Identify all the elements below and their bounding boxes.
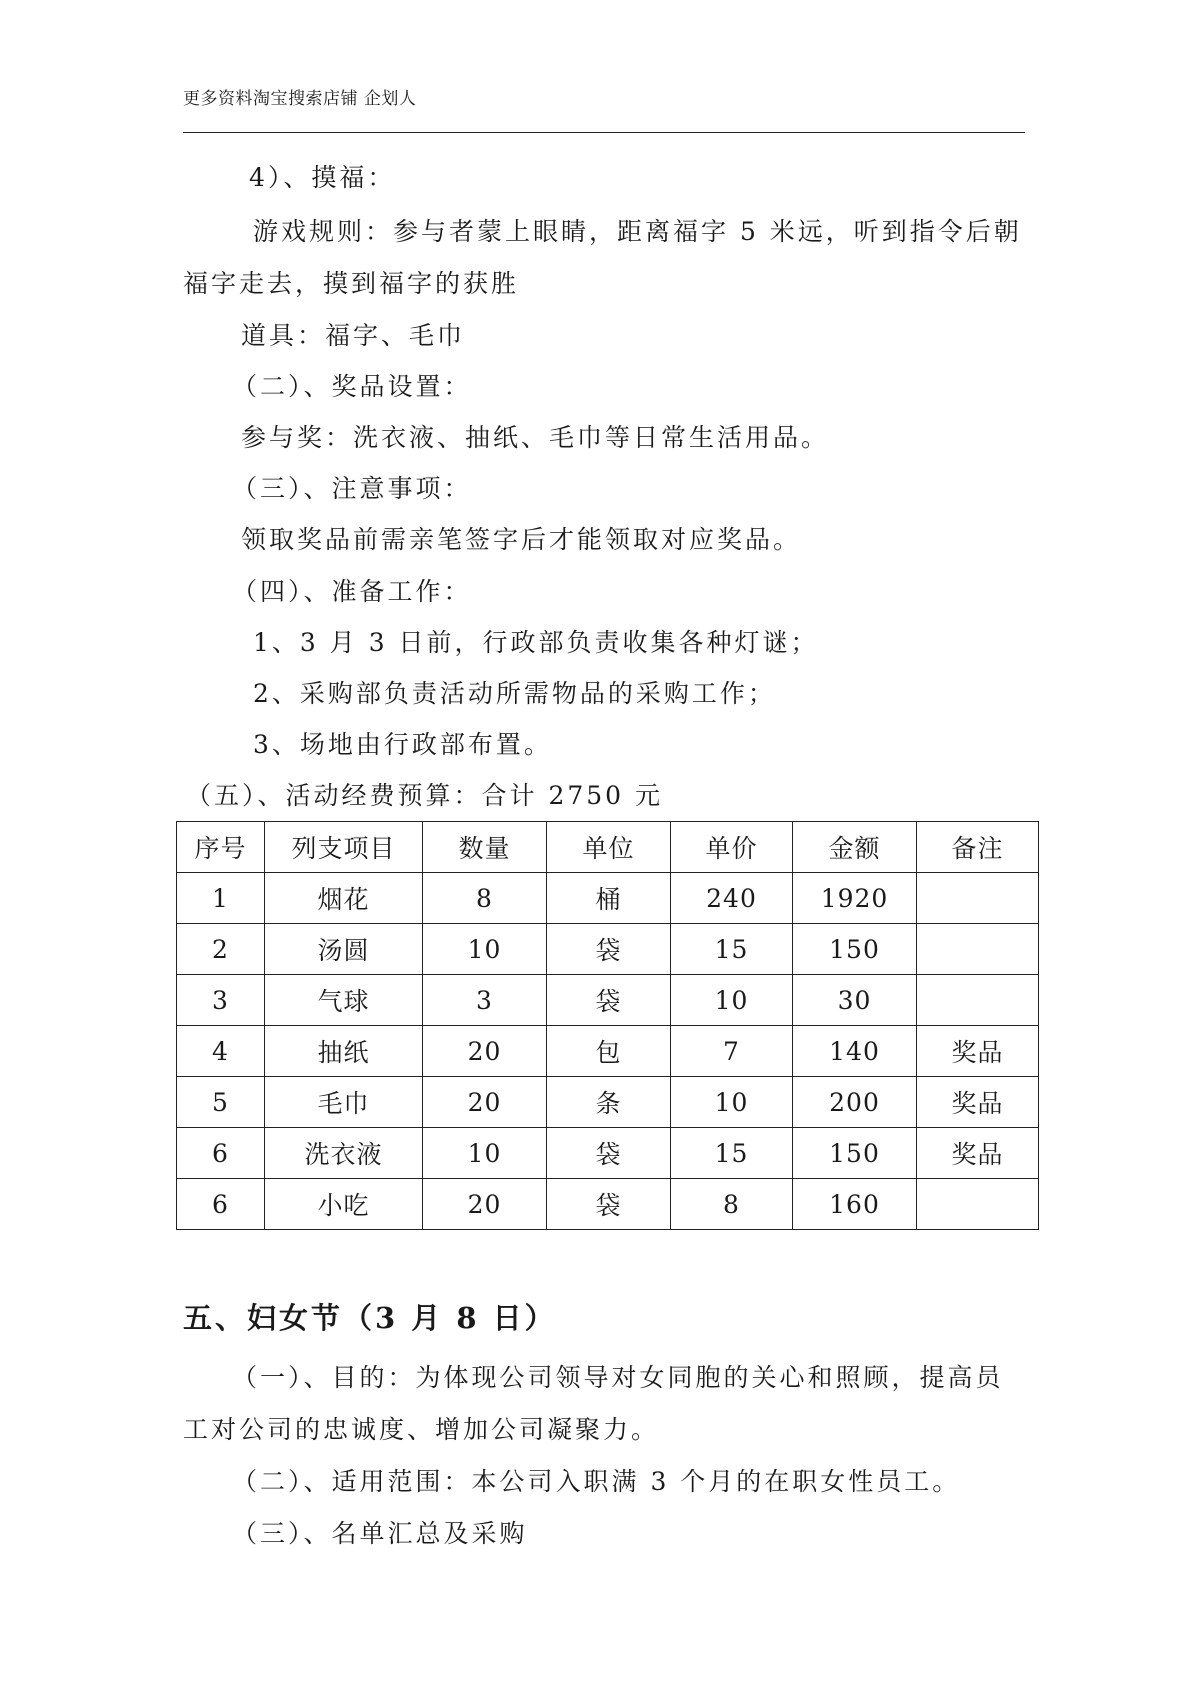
- cell-unit-price: 10: [671, 1077, 793, 1128]
- cell-unit: 袋: [547, 975, 671, 1026]
- cell-unit: 袋: [547, 924, 671, 975]
- cell-index: 4: [177, 1026, 265, 1077]
- cell-quantity: 10: [423, 924, 547, 975]
- cell-unit-price: 8: [671, 1179, 793, 1230]
- cell-amount: 200: [793, 1077, 917, 1128]
- cell-remarks: 奖品: [917, 1128, 1039, 1179]
- cell-unit-price: 15: [671, 924, 793, 975]
- cell-remarks: [917, 873, 1039, 924]
- header-cell-unit-price: 单价: [671, 822, 793, 873]
- cell-quantity: 20: [423, 1077, 547, 1128]
- budget-table: [176, 821, 1039, 1230]
- budget-title: （五）、活动经费预算：合计 2750 元: [186, 781, 664, 810]
- cell-index: 6: [177, 1179, 265, 1230]
- cell-quantity: 20: [423, 1026, 547, 1077]
- cell-quantity: 8: [423, 873, 547, 924]
- cell-item: 气球: [265, 975, 423, 1026]
- cell-remarks: [917, 924, 1039, 975]
- cell-amount: 140: [793, 1026, 917, 1077]
- scope-text: （二）、适用范围：本公司入职满 3 个月的在职女性员工。: [232, 1467, 961, 1496]
- header-cell-amount: 金额: [793, 822, 917, 873]
- cell-amount: 160: [793, 1179, 917, 1230]
- budget-table-header-row: [177, 822, 1039, 873]
- preparation-title: （四）、准备工作：: [232, 577, 472, 606]
- cell-unit-price: 10: [671, 975, 793, 1026]
- cell-unit-price: 15: [671, 1128, 793, 1179]
- game-rules-line-1: 游戏规则：参与者蒙上眼睛，距离福字 5 米远，听到指令后朝: [253, 217, 1022, 246]
- game-props: 道具：福字、毛巾: [241, 321, 466, 350]
- header-cell-index: 序号: [177, 822, 265, 873]
- preparation-item-1: 1、3 月 3 日前，行政部负责收集各种灯谜；: [253, 628, 819, 657]
- table-row: [177, 924, 1039, 975]
- cell-amount: 150: [793, 1128, 917, 1179]
- notes-title: （三）、注意事项：: [232, 474, 472, 503]
- cell-index: 1: [177, 873, 265, 924]
- cell-item: 小吃: [265, 1179, 423, 1230]
- cell-unit: 袋: [547, 1179, 671, 1230]
- cell-unit: 包: [547, 1026, 671, 1077]
- preparation-item-2: 2、采购部负责活动所需物品的采购工作；: [253, 679, 776, 708]
- cell-index: 3: [177, 975, 265, 1026]
- cell-unit: 袋: [547, 1128, 671, 1179]
- cell-remarks: [917, 1179, 1039, 1230]
- cell-amount: 30: [793, 975, 917, 1026]
- header-text: 更多资料淘宝搜索店铺 企划人: [183, 89, 417, 109]
- header-cell-unit: 单位: [547, 822, 671, 873]
- cell-remarks: 奖品: [917, 1026, 1039, 1077]
- prize-settings-text: 参与奖：洗衣液、抽纸、毛巾等日常生活用品。: [241, 423, 830, 452]
- list-and-purchase-title: （三）、名单汇总及采购: [232, 1519, 528, 1548]
- cell-item: 洗衣液: [265, 1128, 423, 1179]
- cell-unit-price: 240: [671, 873, 793, 924]
- game-rules-line-2: 福字走去，摸到福字的获胜: [183, 269, 520, 298]
- header-cell-item: 列支项目: [265, 822, 423, 873]
- table-row: [177, 1128, 1039, 1179]
- cell-index: 2: [177, 924, 265, 975]
- cell-unit-price: 7: [671, 1026, 793, 1077]
- cell-index: 5: [177, 1077, 265, 1128]
- table-row: [177, 1026, 1039, 1077]
- table-row: [177, 975, 1039, 1026]
- header-cell-quantity: 数量: [423, 822, 547, 873]
- table-row: [177, 1077, 1039, 1128]
- cell-item: 汤圆: [265, 924, 423, 975]
- header-divider: [183, 132, 1025, 133]
- cell-unit: 条: [547, 1077, 671, 1128]
- preparation-item-3: 3、场地由行政部布置。: [253, 730, 552, 759]
- cell-quantity: 3: [423, 975, 547, 1026]
- game-title-touch-fu: 4）、摸福：: [249, 163, 396, 192]
- cell-quantity: 20: [423, 1179, 547, 1230]
- table-row: [177, 1179, 1039, 1230]
- cell-item: 毛巾: [265, 1077, 423, 1128]
- cell-remarks: 奖品: [917, 1077, 1039, 1128]
- header-cell-remarks: 备注: [917, 822, 1039, 873]
- purpose-line-1: （一）、目的：为体现公司领导对女同胞的关心和照顾，提高员: [232, 1363, 1004, 1392]
- cell-amount: 150: [793, 924, 917, 975]
- notes-text: 领取奖品前需亲笔签字后才能领取对应奖品。: [241, 525, 802, 554]
- prize-settings-title: （二）、奖品设置：: [232, 372, 472, 401]
- table-row: [177, 873, 1039, 924]
- section-heading-womens-day: 五、妇女节（3 月 8 日）: [183, 1301, 557, 1335]
- cell-item: 烟花: [265, 873, 423, 924]
- cell-amount: 1920: [793, 873, 917, 924]
- purpose-line-2: 工对公司的忠诚度、增加公司凝聚力。: [183, 1415, 660, 1444]
- cell-unit: 桶: [547, 873, 671, 924]
- cell-index: 6: [177, 1128, 265, 1179]
- cell-quantity: 10: [423, 1128, 547, 1179]
- cell-item: 抽纸: [265, 1026, 423, 1077]
- cell-remarks: [917, 975, 1039, 1026]
